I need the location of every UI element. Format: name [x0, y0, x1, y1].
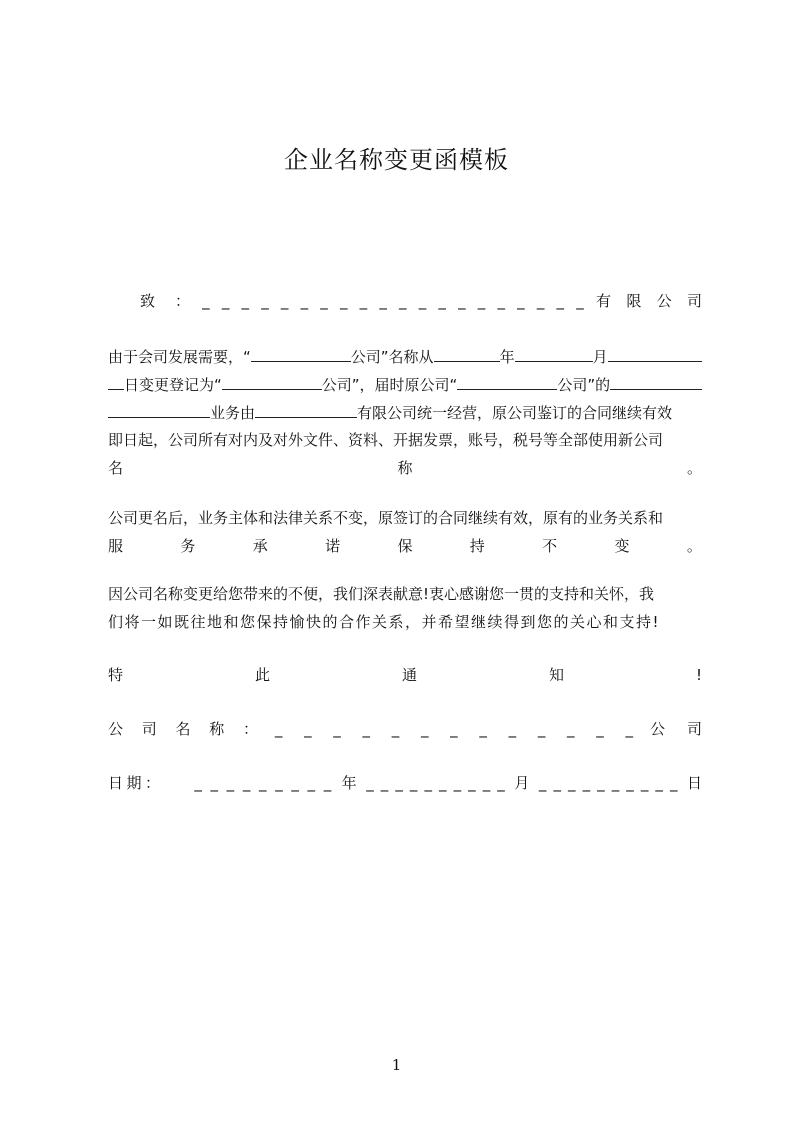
blank-dash: _: [242, 774, 251, 792]
blank-dash: _: [567, 720, 575, 738]
blank-dash: _: [241, 292, 249, 310]
company-name-label: 公 司 名 称 ：: [108, 720, 258, 738]
blank-dash: _: [333, 720, 341, 738]
blank-dash: _: [477, 292, 486, 310]
paragraph1-line1: 由于会司发展需要，“ 公司”名称从 年 月: [108, 345, 702, 371]
blank-dash: _: [508, 720, 517, 738]
recipient-prefix: 致: [140, 292, 156, 310]
blank-dash: _: [582, 774, 591, 792]
paragraph1-line2: 日变更登记为“ 公司”，届时原公司“ 公司”的: [108, 373, 702, 399]
blank-dash: _: [553, 774, 561, 792]
blank-dash: _: [300, 292, 309, 310]
blank-dash: _: [538, 774, 547, 792]
blank-dash: _: [497, 292, 505, 310]
blank-dash: _: [424, 774, 432, 792]
blank-dash: _: [339, 292, 348, 310]
blank-dash: _: [226, 774, 235, 792]
blank-dash: _: [379, 292, 387, 310]
blank-dash: _: [395, 774, 403, 792]
blank-dash: _: [362, 720, 371, 738]
business-blank-end[interactable]: [108, 401, 210, 418]
paragraph1-line5: 名 称 。: [108, 459, 702, 477]
blank-dash: _: [391, 720, 400, 738]
year-blank[interactable]: [434, 345, 500, 362]
blank-dash: _: [418, 292, 427, 310]
company-name-line: [108, 718, 702, 744]
blank-dash: _: [221, 292, 230, 310]
blank-dash: _: [304, 720, 312, 738]
blank-dash: _: [280, 292, 289, 310]
blank-dash: _: [497, 774, 505, 792]
blank-dash: _: [275, 774, 283, 792]
blank-dash: _: [450, 720, 458, 738]
blank-dash: _: [655, 774, 663, 792]
paragraph1-line3: 业务由 有限公司统一经营，原公司鉴订的合同继续有效: [108, 401, 702, 427]
recipient-colon: ：: [175, 292, 191, 310]
blank-dash: _: [537, 720, 546, 738]
blank-dash: _: [536, 292, 545, 310]
date-year-blank[interactable]: [184, 774, 342, 792]
blank-dash: _: [517, 292, 525, 310]
blank-dash: _: [194, 774, 202, 792]
blank-dash: _: [556, 292, 564, 310]
paragraph3-line2: 们将一如既往地和您保持愉快的合作关系，并希望继续得到您的关心和支持!: [108, 613, 661, 631]
blank-dash: _: [274, 720, 283, 738]
blank-dash: _: [409, 774, 418, 792]
date-label: 日 期 ：: [108, 774, 160, 792]
blank-dash: _: [596, 720, 604, 738]
recipient-blank[interactable]: [190, 292, 596, 310]
blank-dash: _: [323, 774, 332, 792]
recipient-line: [108, 290, 702, 316]
blank-dash: _: [468, 774, 476, 792]
blank-dash: _: [458, 292, 466, 310]
blank-dash: _: [399, 292, 407, 310]
business-blank-start[interactable]: [610, 373, 702, 390]
blank-dash: _: [576, 292, 584, 310]
day-blank-start[interactable]: [608, 345, 702, 362]
blank-dash: _: [625, 720, 633, 738]
blank-dash: _: [366, 774, 374, 792]
date-day-blank[interactable]: [529, 774, 687, 792]
blank-dash: _: [482, 774, 491, 792]
blank-dash: _: [597, 774, 605, 792]
blank-dash: _: [259, 774, 267, 792]
blank-dash: _: [669, 774, 678, 792]
paragraph3-line1: 因公司名称变更给您带来的不便，我们深表献意!衷心感谢您一贯的支持和关怀，我: [108, 585, 655, 603]
blank-dash: _: [640, 774, 649, 792]
page-number: 1: [391, 1056, 402, 1074]
blank-dash: _: [320, 292, 328, 310]
month-blank[interactable]: [515, 345, 593, 362]
original-company-blank[interactable]: [457, 373, 557, 390]
day-blank-end[interactable]: [108, 373, 124, 390]
blank-dash: _: [438, 292, 446, 310]
recipient-suffix: 有 限 公 司: [596, 292, 702, 310]
operator-company-blank[interactable]: [255, 401, 357, 418]
blank-dash: _: [307, 774, 316, 792]
paragraph2-line2: 服 务 承 诺 保 持 不 变 。: [108, 537, 702, 555]
blank-dash: _: [380, 774, 389, 792]
date-month-blank[interactable]: [357, 774, 515, 792]
blank-dash: _: [202, 292, 210, 310]
date-day-label: 日: [687, 774, 702, 792]
blank-dash: _: [479, 720, 487, 738]
company-name-suffix: 公 司: [650, 720, 702, 738]
paragraph2-line1: 公司更名后，业务主体和法律关系不变，原签订的合同继续有效，原有的业务关系和: [108, 509, 664, 527]
document-title: 企业名称变更函模板: [284, 146, 509, 174]
blank-dash: _: [611, 774, 620, 792]
blank-dash: _: [291, 774, 299, 792]
date-year-label: 年: [341, 774, 357, 792]
blank-dash: _: [626, 774, 634, 792]
blank-dash: _: [420, 720, 429, 738]
date-line: [108, 772, 702, 798]
blank-dash: _: [261, 292, 269, 310]
paragraph1-line4: 即日起，公司所有对内及对外文件、资料、开据发票，账号，税号等全部使用新公司: [108, 431, 664, 449]
blank-dash: _: [439, 774, 447, 792]
notice-line: 特 此 通 知 !: [108, 666, 702, 684]
old-name-blank[interactable]: [251, 345, 351, 362]
blank-dash: _: [568, 774, 576, 792]
blank-dash: _: [453, 774, 462, 792]
blank-dash: _: [210, 774, 218, 792]
new-name-blank[interactable]: [222, 373, 322, 390]
blank-dash: _: [359, 292, 368, 310]
date-month-label: 月: [514, 774, 530, 792]
company-name-blank[interactable]: [258, 720, 650, 738]
